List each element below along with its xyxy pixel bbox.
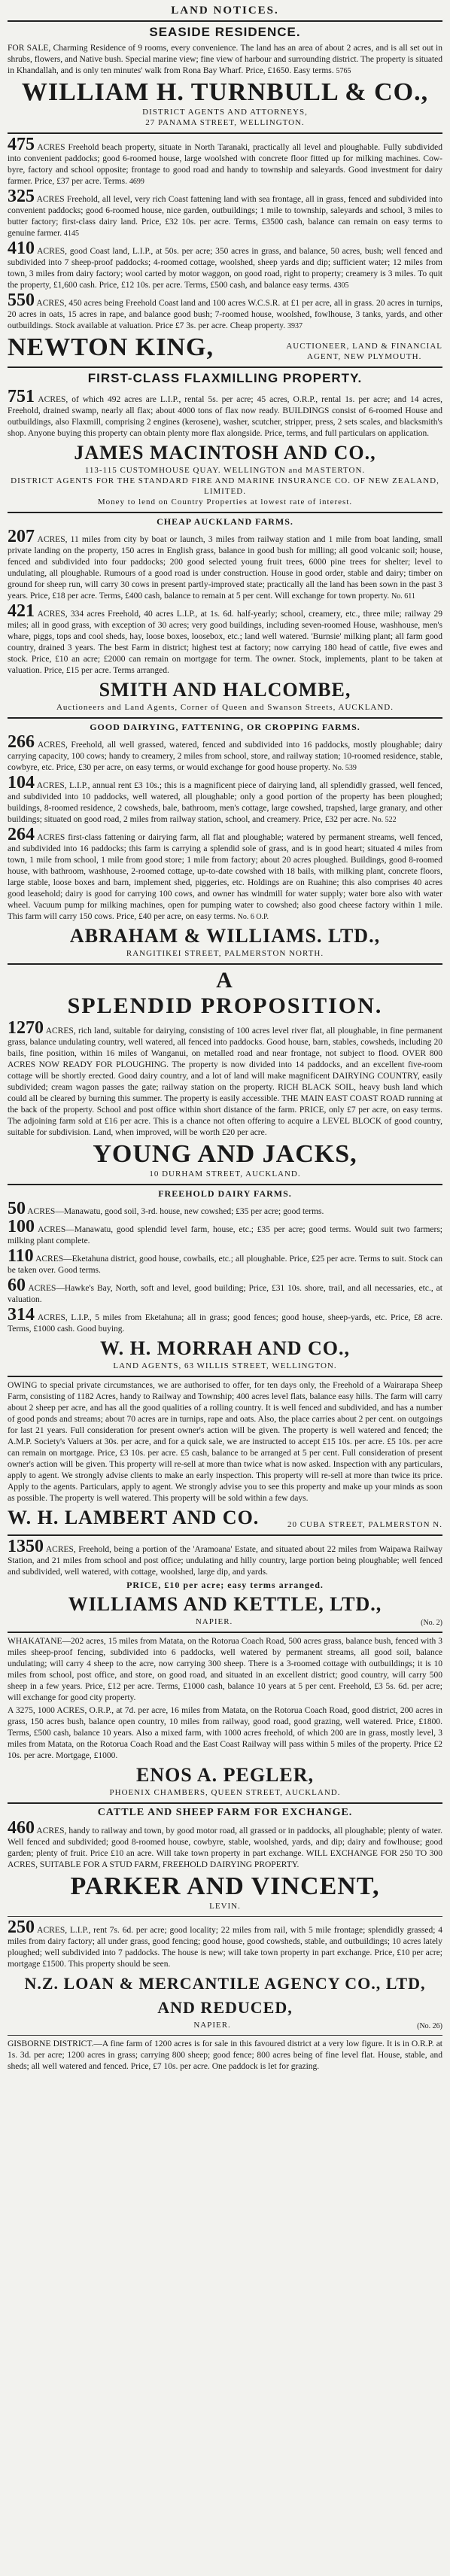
ad-aramoana: [8, 1539, 442, 1627]
ad-heading: GOOD DAIRYING, FATTENING, OR CROPPING FARMS.: [90, 722, 360, 732]
ad-nz-loan: [8, 1920, 442, 2030]
divider: [8, 366, 442, 368]
divider: [8, 1802, 442, 1804]
listing: 50 ACRES—Manawatu, good soil, 3-rd. house, new cowshed; £35 per acre; good terms.: [8, 1199, 324, 1218]
listing: 314 ACRES, L.I.P., 5 miles from Eketahuna; all in grass; good fences; good house, sheep-yards, etc. Price, £8 acre. Terms, £1000 cash. Good buying.: [8, 1305, 442, 1334]
ad-text: 250 ACRES, L.I.P., rent 7s. 6d. per acre; good locality; 22 miles from rail, with 5 mile frontage; splendidly grassed; 4 miles from dairy factory; all under grass, good fencing; good house, good cowsheds, stable, and outbuildings; 10 acres lately ploughed; well subdivided into 7 paddocks. The house is new; will take town property in part exchange. Price, £10 per acre; mortgage £1500. This property should be seen.: [8, 1918, 442, 1969]
ad-heading: SEASIDE RESIDENCE.: [149, 25, 301, 39]
ad-heading: A SPLENDID PROPOSITION.: [67, 968, 383, 1018]
listing: 550 ACRES, 450 acres being Freehold Coast land and 100 acres W.C.S.R. at £1 per acre, all in grass. 20 acres in turnips, 20 acres in oats, 15 acres in rape, and balance good bush; 7-roomed house, woolshed, fowlhouse, 3 tanks, yards, and other outbuildings. Stock available at valuation. Price £7 3s. per acre. Cheap property. 3937: [8, 290, 442, 330]
divider: [8, 963, 442, 965]
agent-address: PHOENIX CHAMBERS, QUEEN STREET, AUCKLAND.: [109, 1788, 341, 1797]
agent-address: NAPIER.: [193, 2021, 231, 2030]
agent-address: 113-115 CUSTOMHOUSE QUAY. WELLINGTON and MASTERTON.: [84, 466, 366, 475]
ad-whakatane: [8, 1636, 442, 1798]
agent-address: 20 CUBA STREET, PALMERSTON N.: [287, 1520, 442, 1529]
agent-address: LAND AGENTS, 63 WILLIS STREET, WELLINGTON.: [113, 1361, 337, 1370]
agent-row: [8, 2020, 442, 2030]
ad-wairarapa-sheep: [8, 1380, 442, 1530]
ad-freehold-dairy: [8, 1188, 442, 1371]
ad-newton-king: [8, 137, 442, 362]
agent-name: NEWTON KING,: [8, 333, 214, 361]
listing: 207 ACRES, 11 miles from city by boat or launch, 3 miles from railway station and 1 mile from boat landing, small private landing on the property, 150 acres in English grass, balance in good bush for milling; all good volcanic soil; house, fenced and subdivided into four paddocks; 200 good selected young fruit trees, 6000 pine trees for shelter; level to undulating, all ploughable. Rumours of a good road is under construction. House in good order, stable and dairy; timber on ground for sheep run, will carry 30 cows in present partly-improved state; practically all the land has been sown in the past 3 years. Price, £18 per acre. Terms, £400 cash, balance to remain at 5 per cent. Will exchange for town property. No. 611: [8, 527, 442, 601]
listing: 110 ACRES—Eketahuna district, good house, cowbails, etc.; all ploughable. Price, £25 per acre. Terms to suit. Stock can be taken over. Good terms.: [8, 1246, 442, 1275]
divider: [8, 132, 442, 134]
listing: 421 ACRES, 334 acres Freehold, 40 acres L.I.P., at 1s. 6d. half-yearly; school, creamery, etc., three mile; railway 29 miles; all in good grass, with exception of 30 acres; very good buildings, including seven-roomed House, washhouse, men's whare, piggs, tops and cool sheds, hay, loose boxes, loosebox, etc.; land well watered. 'Burnsie' milking plant; all farm good country, drained 3 years. The best Farm in district; highest test at factory; now carrying 180 head of cattle, five ewes and stock. Price, £10 an acre; £2000 can remain on mortgage for term. The owner. Stock, implements, plant to be taken at valuation. Price, £15 per acre. Terms arranged.: [8, 601, 442, 675]
agent-name: JAMES MACINTOSH AND CO.,: [74, 442, 376, 464]
ad-text: A 3275, 1000 ACRES, O.R.P., at 7d. per acre, 16 miles from Matata, on the Rotorua Coach Road, good district, 200 acres in grass, 150 acres bush, balance open country, 10 miles from railway, good road, good grazing, well watered. Price, £1800. Terms, £500 cash, balance 10 years. Also a mixed farm, with 1000 acres freehold, of which 200 are in grass, mostly level, 3 miles from Matata, on the Rotorua Coach Road and the East Coast Railway will pass within 5 miles of the property. Price £2 10s. per acre. Mortgage, £1000.: [8, 1706, 442, 1760]
listing: 60 ACRES—Hawke's Bay, North, soft and level, good building; Price, £31 10s. shore, trail, and all necessaries, etc., at valuation.: [8, 1276, 442, 1304]
listing: 104 ACRES, L.I.P., annual rent £3 10s.; this is a magnificent piece of dairying land, all splendidly grassed, well fenced, and subdivided into 10 paddocks, well watered, all ploughable; only a good portion of the property has been ploughed; buildings, 8-roomed residence, 2 cowsheds, bale, bathroom, men's cottage, large cowshed, trapshed, large granary, and other buildings; situated on good road, 2 miles from railway station, school, and creamery. Price, £32 per acre. No. 522: [8, 773, 442, 824]
divider: [8, 512, 442, 513]
price-line: PRICE, £10 per acre; easy terms arranged.: [126, 1580, 324, 1590]
agent-name: W. H. LAMBERT AND CO.: [8, 1507, 260, 1528]
divider: [8, 1534, 442, 1536]
ad-text: 751 ACRES, of which 492 acres are L.I.P., rental 5s. per acre; 45 acres, O.R.P., rental 1s. per acre; and 14 acres, Freehold, drained swamp, nearly all flax; about 4000 tons of flax now ready. BUILDINGS consist of 6-roomed House and outbuildings, also Flaxmill, comprising 2 engines (kerosene), washer, scutcher, stripper, press, 2 sets scales, and blacksmith's shop. Anyone buying this property can obtain plenty more flax alongside. Price, terms, and full particulars on application.: [8, 387, 442, 438]
ad-splendid-proposition: [8, 968, 442, 1179]
ad-text: WHAKATANE—202 acres, 15 miles from Matata, on the Rotorua Coach Road, 500 acres grass, balance bush, fenced with 3 miles sheep-proof fencing, subdivided into 6 paddocks, well watered by permanent streams, all good soil, balance undulating; will carry 4 sheep to the acre, now carrying 300 sheep. There is a 3-roomed cottage with outbuildings; it is 10 miles from school, post office, and store, on good road, and situated in an excellent district; good country, will carry 500 sheep in a few years. Price, £12 per acre. Terms, £1000 cash, balance 10 years at 5 per cent. Freehold, £3 5s. 6d. per acre; will exchange for good city property.: [8, 1637, 442, 1702]
listing: 475 ACRES Freehold beach property, situate in North Taranaki, practically all level and ploughable. Fully subdivided into convenient paddocks; good 6-roomed house, large woolshed with concrete floor fitted up for milking machines. Cow-byre, factory and school opposite; frontage to good road and handy to township and saleyards. Good investment for dairy farmer. Price, £37 per acre. Terms. 4699: [8, 135, 442, 186]
divider: [8, 20, 442, 22]
agent-name: W. H. MORRAH AND CO.,: [99, 1337, 351, 1359]
agent-note: Money to lend on Country Properties at lowest rate of interest.: [97, 497, 353, 506]
ad-heading: FIRST-CLASS FLAXMILLING PROPERTY.: [87, 371, 363, 385]
ad-text: GISBORNE DISTRICT.—A fine farm of 1200 acres is for sale in this favoured district at a very low figure. It is in O.R.P. at 1s. 3d. per acre; 1200 acres in grass; carrying 800 sheep; good fence; 800 acres being of fine level flat. House, stable, and sheds; all well watered and fenced. Price, £7 10s. per acre. One paddock is let for grazing.: [8, 2039, 442, 2071]
agent-name: ENOS A. PEGLER,: [135, 1764, 315, 1786]
listing: 264 ACRES first-class fattening or dairying farm, all flat and ploughable; watered by permanent streams, well fenced, and subdivided into 16 paddocks; this farm is carrying a splendid sole of grass, and is in good heart; situated 4 miles from town, 1 mile from school, 1 mile from good store; 1 mile from factory; about 20 acres ploughed. Buildings, good 8-roomed house, with bathroom, washhouse, 2-roomed cottage, up-to-date cowshed with 18 bails, with milking plant, concrete floors, large stable, loose boxes and barn, implement shed, piggeries, etc. Holdings are on Ruahine; this also comprises 40 acres good leasehold; dairy is good for carrying 100 cows, and owner has windmill for water supply; water bore also with water wheel. Vacuum pump for milking machines, open for pumping water to cowshed; also good cheese factory within 1 mile. This farm will carry 150 cows. Price, £40 per acre, on easy terms. No. 6 O.P.: [8, 825, 442, 921]
ad-text: 1350 ACRES, Freehold, being a portion of the 'Aramoana' Estate, and situated about 22 miles from Waipawa Railway Station, and 21 miles from school and post office; undulating and hilly country, large portion being ploughable; well fenced and subdivided, well watered, with cottage, woolshed, large dip, and yards.: [8, 1537, 442, 1577]
ref-number: (No. 26): [417, 2022, 442, 2030]
ad-heading: CATTLE AND SHEEP FARM FOR EXCHANGE.: [97, 1807, 353, 1818]
listing: 410 ACRES, good Coast land, L.I.P., at 50s. per acre; 350 acres in grass, and balance, 50 acres, bush; well fenced and subdivided into 7 sheep-proof paddocks; 4-roomed cottage, woolshed, sheep yards and dip; sufficient water; 12 miles from town, 3 miles from dairy factory; wool carted by motor waggon, on good road, right to property; creamery is 3 miles. To quit the property, £1,600 cash. Price, £12 10s. per acre. Terms, £500 cash, and balance easy terms. 4305: [8, 239, 442, 290]
listing: 100 ACRES—Manawatu, good splendid level farm, house, etc.; £35 per acre; good terms. Would suit two farmers; milking plant complete.: [8, 1217, 442, 1245]
listing: 266 ACRES, Freehold, all well grassed, watered, fenced and subdivided into 16 paddocks, mostly ploughable; dairy carrying capacity, 100 cows; handy to creamery, 2 miles from school, store, and railway station; 10-roomed residence, stable, cowbyre, etc. Price, £30 per acre, on easy terms, or would exchange for good house property. No. 539: [8, 732, 442, 772]
agent-name: YOUNG AND JACKS,: [93, 1140, 357, 1168]
ad-text: 460 ACRES, handy to railway and town, by good motor road, all grassed or in paddocks, all ploughable; plenty of water. Well fenced and subdivided; good 8-roomed house, cowbyre, stable, woolshed, yards, and dip; dairy and fowlhouse; good garden; plenty of fruit. Price £10 an acre. Will take town property in part exchange. WILL EXCHANGE FOR 250 TO 300 ACRES, SUITABLE FOR A STUD FARM, FREEHOLD DAIRYING PROPERTY.: [8, 1818, 442, 1869]
agent-address: LEVIN.: [209, 1902, 241, 1911]
agent-name: WILLIAM H. TURNBULL & CO.,: [21, 78, 429, 106]
agent-line: DISTRICT AGENTS FOR THE STANDARD FIRE AND MARINE INSURANCE CO. OF NEW ZEALAND, LIMITED.: [11, 476, 439, 496]
agent-name: N.Z. LOAN & MERCANTILE AGENCY CO., LTD,: [24, 1974, 426, 1993]
ad-text: 1270 ACRES, rich land, suitable for dairying, consisting of 100 acres level river flat, all ploughable, in fine permanent grass, balance undulating country, well watered, all fenced into paddocks. Good house, barn, stables, cowsheds, including 20 bails, fine position, within 16 miles of Wanganui, on metalled road and near frontage, not subject to flood. OVER 800 ACRES NOW READY FOR PLOUGHING. The property is now divided into 14 paddocks, and an excellent five-room cottage will be shortly erected. Good dairy country, and a lot of land will make magnificent DAIRYING COUNTRY, easily subdivided; cream wagon passes the gate; railway station on the property. RICH BLACK SOIL, heavy bush land which could all be cleared by burning this summer. The property is easily accessible. THE MAIN EAST COAST ROAD running at the back of the property. School and post office within short distance of the farm. PRICE, only £7 per acre, on easy terms. The adjoining farm sold at £16 per acre. This is a chance not often offering to acquire a LEVEL BLOCK of good country, suitable for subdivision. Land, when improved, will be worth £20 per acre.: [8, 1018, 442, 1137]
agent-line: AND REDUCED,: [157, 1998, 293, 2017]
agent-name: WILLIAMS AND KETTLE, LTD.,: [68, 1593, 382, 1615]
agent-name: ABRAHAM & WILLIAMS. LTD.,: [69, 925, 381, 947]
section-masthead: LAND NOTICES.: [171, 5, 279, 17]
agent-name: PARKER AND VINCENT,: [70, 1872, 380, 1900]
ad-flaxmilling: [8, 371, 442, 507]
ad-dairying-farms: [8, 722, 442, 959]
agent-address: Auctioneers and Land Agents, Corner of Queen and Swanson Streets, AUCKLAND.: [56, 703, 394, 712]
divider: [8, 1916, 442, 1917]
ad-heading: FREEHOLD DAIRY FARMS.: [158, 1188, 292, 1199]
listing: 325 ACRES Freehold, all level, very rich Coast fattening land with sea frontage, all in grass, fenced and subdivided into convenient paddocks; good 6-roomed house, nice garden, outbuildings; 1 mile to township, saleyards and school, 3 miles to butter factory; first-class dairy land. Price, £32 10s. per acre. Terms, £3500 cash, balance can remain on easy terms to genuine farmer. 4145: [8, 187, 442, 238]
ad-text: OWING to special private circumstances, we are authorised to offer, for ten days only, the Freehold of a Wairarapa Sheep Farm, consisting of 1182 Acres, handy to Railway and Township; 400 acres level flats, balance easy hills. The farm will carry about 2 sheep per acre, and has all the good qualities of a rolling country. It is well fenced and subdivided, and has a number of good ponds and streams; about 70 acres are in turnips, rape and oats. Also, the place carries about 2 per cent. on outgoings for last 21 years. Full consideration for present owner's action will be given. The property is well watered and fenced; the A.M.P. Society's Valuers at 30s. per acre, and for a quick sale, we are instructed to accept £15 10s. per acre. £5 10s. per acre can remain on mortgage. Price, £3 10s. per acre. £5 cash, balance to be arranged at 5 per cent. Full consideration of present owner's action will be given. This property will re-sell at more than twice what is now asked. Inspection with any particulars, apply to agent. We strongly advise clients to make an early inspection. This property will re-sell at more than twice its price. Apply to the agents. Particulars, apply to agent. We strongly advise you to see this property and make up your minds as soon as possible. The property is well watered. This property will be sold within a few days.: [8, 1381, 442, 1503]
ref-number: (No. 2): [421, 1619, 442, 1627]
agent-address: 10 DURHAM STREET, AUCKLAND.: [149, 1169, 301, 1179]
divider: [8, 1632, 442, 1633]
divider: [8, 2035, 442, 2036]
divider: [8, 1184, 442, 1185]
agent-row: [8, 333, 442, 362]
ad-heading: CHEAP AUCKLAND FARMS.: [157, 516, 293, 527]
ad-seaside-residence: [8, 25, 442, 128]
ad-auckland-farms: [8, 516, 442, 713]
divider: [8, 717, 442, 719]
agent-row: [8, 1506, 442, 1530]
agent-name: SMITH AND HALCOMBE,: [99, 679, 351, 701]
divider: [8, 1376, 442, 1377]
ad-cattle-sheep-exchange: [8, 1807, 442, 1911]
agent-line: AUCTIONEER, LAND & FINANCIAL: [286, 342, 442, 351]
agent-row: [8, 1616, 442, 1627]
ad-text: FOR SALE, Charming Residence of 9 rooms, every convenience. The land has an area of about 2 acres, and is all set out in shrubs, flowers, and Native bush. Special marine view; fine view of harbour and surrounding district. The property is situated in Khandallah, and is only ten minutes' walk from Rona Bay Wharf. Price, £1650. Easy terms. 5765: [8, 44, 442, 75]
agent-address: 27 PANAMA STREET, WELLINGTON.: [145, 118, 305, 127]
ad-gisborne: [8, 2039, 442, 2073]
agent-address: RANGITIKEI STREET, PALMERSTON NORTH.: [126, 949, 324, 958]
agent-address: NAPIER.: [195, 1617, 233, 1626]
agent-line: DISTRICT AGENTS AND ATTORNEYS,: [142, 108, 308, 117]
agent-address: AGENT, NEW PLYMOUTH.: [307, 352, 422, 361]
